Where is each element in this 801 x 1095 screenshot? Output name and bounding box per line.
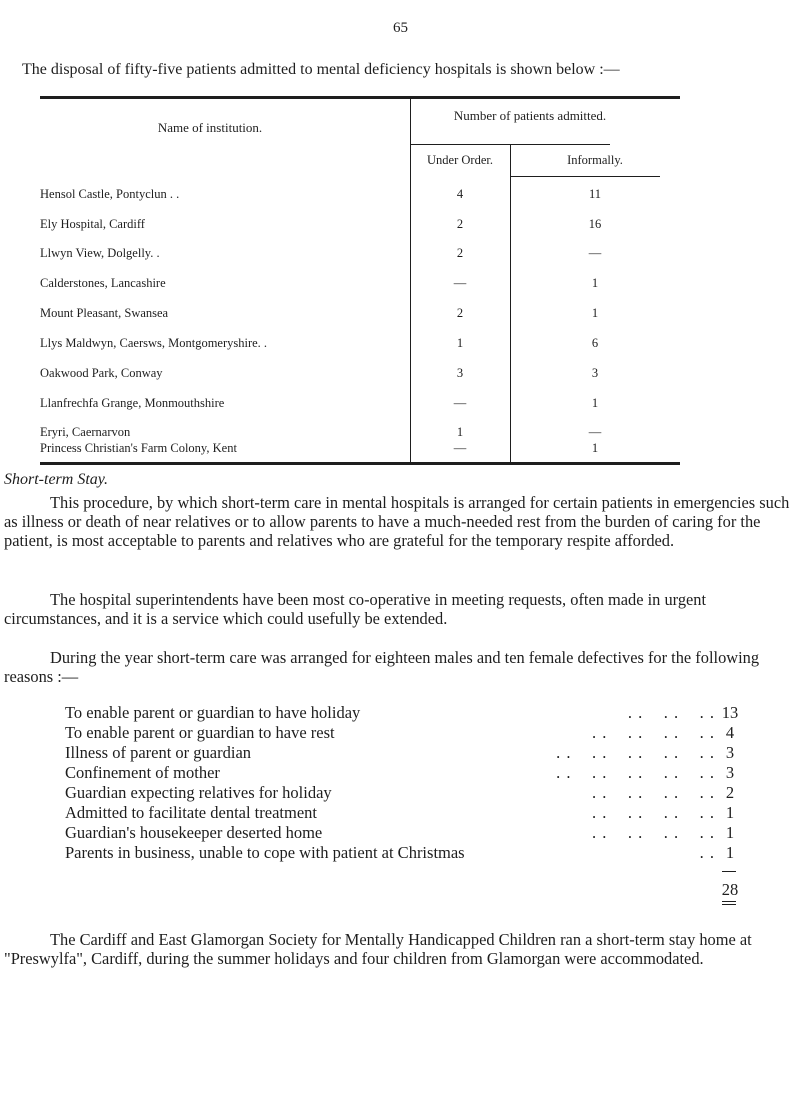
- reason-count: 4: [725, 723, 735, 742]
- informal-count: —: [588, 246, 602, 260]
- informal-count: 16: [588, 217, 602, 231]
- institution-name: Eryri, Caernarvon: [40, 425, 131, 439]
- table-row: [40, 217, 680, 237]
- total-double-rule: [722, 904, 736, 905]
- informal-count: 1: [591, 306, 599, 320]
- reason-label: Parents in business, unable to cope with patient at Christmas: [65, 843, 465, 862]
- leader-dots: . . . . . . . . . .: [556, 763, 715, 782]
- column-header-institution: Name of institution.: [157, 120, 263, 135]
- table-row: [40, 187, 680, 207]
- reason-count: 13: [721, 703, 739, 722]
- informal-count: 6: [591, 336, 599, 350]
- list-item: [65, 723, 745, 743]
- reason-label: To enable parent or guardian to have rest: [65, 723, 335, 742]
- paragraph-superintendents: The hospital superintendents have been most co-operative in meeting requests, often made in urgent circumstances, and it is a service which could usefully be extended.: [4, 590, 707, 628]
- informal-count: 1: [591, 276, 599, 290]
- under-order-count: 3: [456, 366, 464, 380]
- under-order-count: 2: [456, 217, 464, 231]
- table-row: [40, 336, 680, 356]
- institution-name: Ely Hospital, Cardiff: [40, 217, 145, 231]
- reason-label: Guardian expecting relatives for holiday: [65, 783, 332, 802]
- reason-count: 1: [725, 823, 735, 842]
- paragraph-cardiff-society: The Cardiff and East Glamorgan Society for Mentally Handicapped Children ran a short-term stay home at "Preswylfa", Cardiff, during the summer holidays and four children from Glamorgan were accommodated.: [4, 930, 752, 968]
- reason-count: 2: [725, 783, 735, 802]
- column-header-under-order: Under Order.: [427, 153, 493, 167]
- intro-text: The disposal of fifty-five patients admitted to mental deficiency hospitals is shown below :—: [22, 61, 620, 78]
- leader-dots: . . . . . . . .: [592, 823, 715, 842]
- reason-label: Confinement of mother: [65, 763, 220, 782]
- table-row: [40, 276, 680, 296]
- total-double-rule: [722, 901, 736, 902]
- leader-dots: . . . . . . . . . .: [556, 743, 715, 762]
- table-top-rule: [40, 96, 680, 99]
- list-item: [65, 823, 745, 843]
- reason-label: Admitted to facilitate dental treatment: [65, 803, 317, 822]
- reason-count: 1: [725, 803, 735, 822]
- reason-count: 3: [725, 763, 735, 782]
- table-row: [40, 441, 680, 461]
- institution-name: Llwyn View, Dolgelly. .: [40, 246, 160, 260]
- institution-name: Mount Pleasant, Swansea: [40, 306, 169, 320]
- list-item: [65, 763, 745, 783]
- informal-count: 1: [591, 441, 599, 455]
- informal-count: 1: [591, 396, 599, 410]
- informal-count: 11: [588, 187, 602, 201]
- table-row: [40, 306, 680, 326]
- under-order-count: 4: [456, 187, 464, 201]
- table-row: [40, 246, 680, 266]
- under-order-count: 2: [456, 246, 464, 260]
- total-rule: [722, 871, 736, 872]
- table-header-rule: [510, 176, 660, 177]
- leader-dots: . . . . . . . .: [592, 803, 715, 822]
- reason-count: 3: [725, 743, 735, 762]
- institutions-table: [40, 96, 680, 468]
- institution-name: Llanfrechfa Grange, Monmouthshire: [40, 396, 225, 410]
- under-order-count: —: [453, 396, 467, 410]
- institution-name: Calderstones, Lancashire: [40, 276, 166, 290]
- paragraph-during-year: During the year short-term care was arranged for eighteen males and ten female defectives for the following reasons :—: [4, 648, 760, 686]
- reason-count: 1: [725, 843, 735, 862]
- informal-count: —: [588, 425, 602, 439]
- column-header-patients: Number of patients admitted.: [453, 108, 607, 123]
- table-subheader-rule: [410, 144, 610, 145]
- reason-label: Guardian's housekeeper deserted home: [65, 823, 323, 842]
- institution-name: Hensol Castle, Pontyclun . .: [40, 187, 180, 201]
- list-item: [65, 743, 745, 763]
- paragraph-procedure: This procedure, by which short-term care in mental hospitals is arranged for certain patients in emergencies such as illness or death of near relatives or to allow parents to have a much-needed rest from the burden of caring for the patient, is most acceptable to parents and relatives who are grateful for the temporary respite afforded.: [4, 493, 790, 550]
- page-number: 65: [393, 20, 408, 36]
- institution-name: Llys Maldwyn, Caersws, Montgomeryshire. .: [40, 336, 268, 350]
- column-header-informally: Informally.: [567, 153, 623, 167]
- leader-dots: . . . . . . . .: [592, 723, 715, 742]
- under-order-count: 2: [456, 306, 464, 320]
- institution-name: Oakwood Park, Conway: [40, 366, 163, 380]
- section-heading: Short-term Stay.: [4, 471, 108, 488]
- list-item: [65, 803, 745, 823]
- reason-label: Illness of parent or guardian: [65, 743, 252, 762]
- list-item: [65, 783, 745, 803]
- leader-dots: . . . . . . . .: [592, 783, 715, 802]
- list-item: [65, 843, 745, 863]
- table-row: [40, 396, 680, 416]
- list-item: [65, 703, 745, 723]
- under-order-count: —: [453, 276, 467, 290]
- under-order-count: 1: [456, 425, 464, 439]
- informal-count: 3: [591, 366, 599, 380]
- table-row: [40, 366, 680, 386]
- reasons-total: 28: [721, 880, 739, 899]
- table-bottom-rule: [40, 462, 680, 465]
- under-order-count: 1: [456, 336, 464, 350]
- leader-dots: . .: [699, 843, 715, 862]
- under-order-count: —: [453, 441, 467, 455]
- institution-name: Princess Christian's Farm Colony, Kent: [40, 441, 237, 455]
- leader-dots: . . . . . .: [627, 703, 715, 722]
- reason-label: To enable parent or guardian to have holiday: [65, 703, 361, 722]
